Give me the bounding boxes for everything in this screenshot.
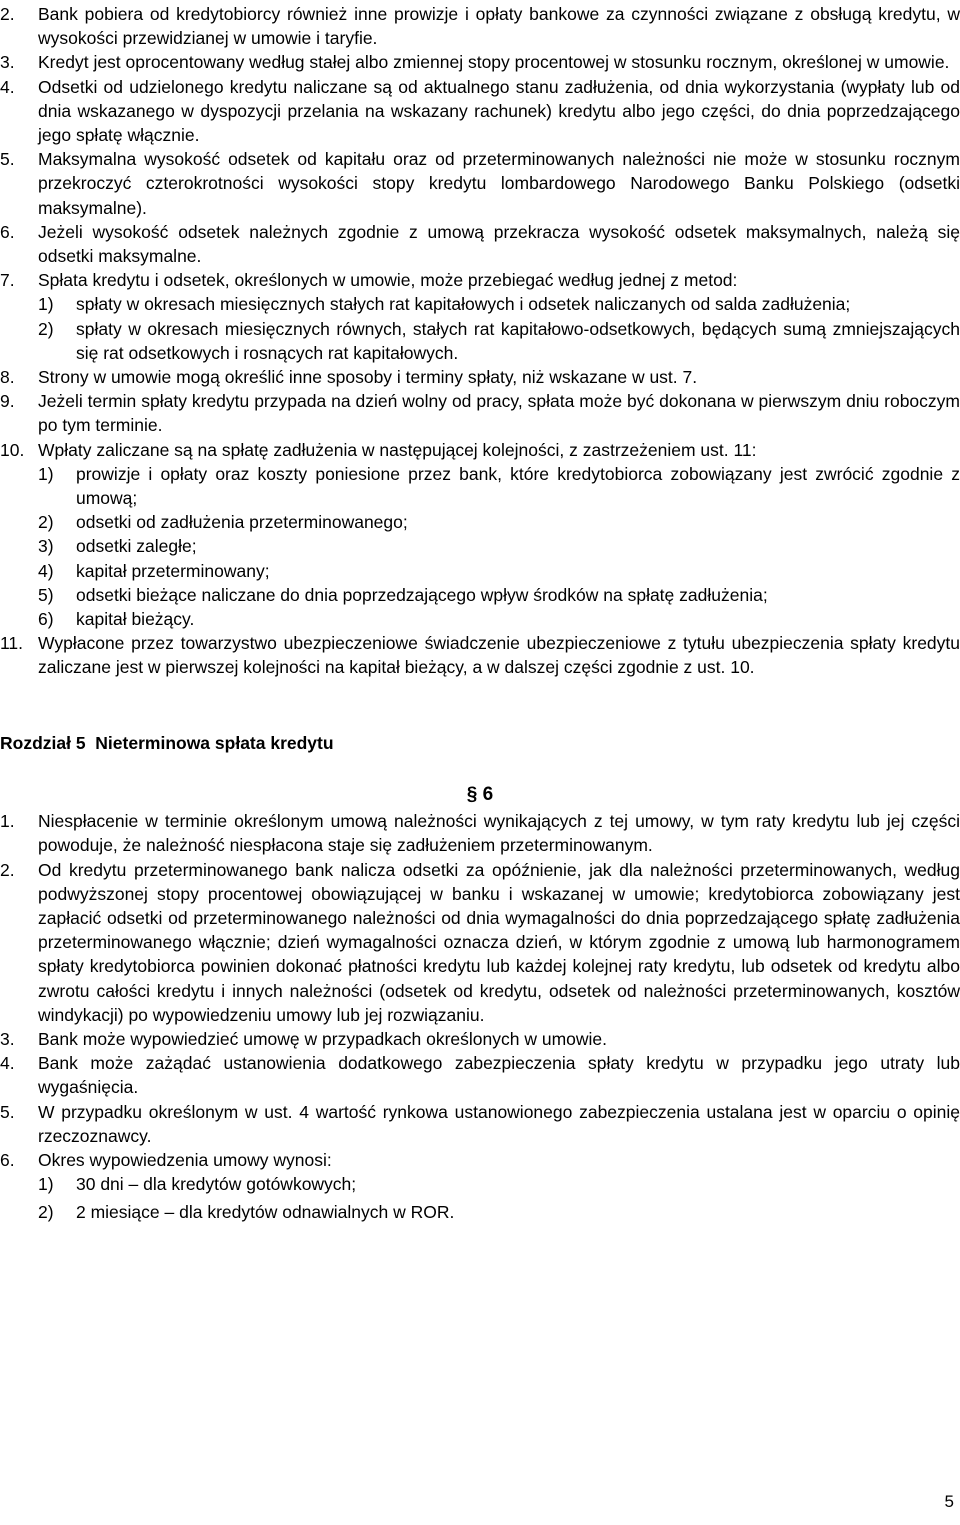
item-text: Bank może wypowiedzieć umowę w przypadkach określonych w umowie.: [38, 1028, 607, 1049]
item-text: Bank może zażądać ustanowienia dodatkowego zabezpieczenia spłaty kredytu w przypadku jego utraty lub wygaśnięcia.: [38, 1053, 960, 1098]
item-text: Jeżeli termin spłaty kredytu przypada na dzień wolny od pracy, spłata może być dokonana w pierwszym dniu roboczym po tym terminie.: [38, 391, 960, 436]
sub-item-number: 2): [38, 1202, 54, 1223]
sub-item: [38, 607, 960, 631]
sub-item: [38, 583, 960, 607]
sub-item-text: kapitał bieżący.: [76, 609, 195, 630]
chapter-title: Rozdział 5 Nieterminowa spłata kredytu: [0, 732, 334, 753]
item-text: Okres wypowiedzenia umowy wynosi:: [38, 1149, 332, 1170]
sub-item-text: 2 miesiące – dla kredytów odnawialnych w ROR.: [76, 1202, 455, 1223]
item-text: Strony w umowie mogą określić inne sposoby i terminy spłaty, niż wskazane w ust. 7.: [38, 367, 698, 388]
paragraph-item: [0, 389, 960, 437]
paragraph-item: [0, 1027, 960, 1051]
paragraph-item: [0, 1148, 960, 1172]
sub-item: [38, 1200, 960, 1224]
sub-item: [38, 292, 960, 316]
item-text: Kredyt jest oprocentowany według stałej albo zmiennej stopy procentowej w stosunku rocznym, określonej w umowie.: [38, 52, 950, 73]
item-number: 11.: [0, 633, 24, 654]
item-number: 3.: [0, 52, 15, 73]
paragraph-item: [0, 365, 960, 389]
item-text: Wpłaty zaliczane są na spłatę zadłużenia w następującej kolejności, z zastrzeżeniem ust. 11:: [38, 439, 757, 460]
item-text: Bank pobiera od kredytobiorcy również inne prowizje i opłaty bankowe za czynności związane z obsługą kredytu, w wysokości przewidzianej w umowie i taryfie.: [38, 4, 960, 49]
item-number: 2.: [0, 859, 15, 880]
sub-item-number: 1): [38, 463, 54, 484]
paragraph-item: [0, 268, 960, 292]
sub-item: [38, 559, 960, 583]
item-number: 6.: [0, 221, 15, 242]
section-number: 6: [482, 783, 494, 805]
sub-item-number: 2): [38, 318, 54, 339]
item-text: Od kredytu przeterminowanego bank nalicza odsetki za opóźnienie, jak dla należności przeterminowanych, według podwyższonej stopy procentowej obowiązującej w banku i wskazanej w umowie; kredytobiorca zobowiązany jest zapłacić odsetki od przeterminowanego należności od dnia wymagalności do dnia poprzedzającego spłatę zadłużenia przeterminowanego włącznie; dzień wymagalności oznacza dzień, w którym zgodnie z umową lub harmonogramem spłaty kredytobiorca powinien dokonać płatności kredytu lub każdej kolejnej raty kredytu, lub odsetek od kredytu albo zwrotu całości kredytu i innych należności (odsetek od kredytu, odsetek od należności przeterminowanych, kosztów windykacji) po wypowiedzeniu umowy lub jej rozwiązaniu.: [38, 859, 960, 1025]
section-paragraphs-part2: [0, 809, 960, 1224]
sub-item-text: 30 dni – dla kredytów gotówkowych;: [76, 1174, 357, 1195]
sub-item-text: odsetki zaległe;: [76, 536, 197, 557]
paragraph-item: [0, 631, 960, 679]
section-heading: [0, 783, 960, 807]
item-number: 5.: [0, 1101, 15, 1122]
item-number: 2.: [0, 4, 15, 24]
sub-item-text: spłaty w okresach miesięcznych równych, stałych rat kapitałowo-odsetkowych, będących sumą zmniejszających się rat odsetkowych i rosnących rat kapitałowych.: [76, 318, 960, 363]
sub-item: [38, 1172, 960, 1196]
paragraph-item: [0, 858, 960, 1027]
paragraph-item: [0, 2, 960, 50]
paragraph-item: [0, 147, 960, 220]
sub-item: [38, 534, 960, 558]
sub-item-text: odsetki od zadłużenia przeterminowanego;: [76, 512, 408, 533]
sub-item: [38, 317, 960, 365]
paragraph-item: [0, 1051, 960, 1099]
paragraph-item: [0, 75, 960, 148]
document-content: [0, 2, 960, 1225]
sub-item-text: odsetki bieżące naliczane do dnia poprzedzającego wpływ środków na spłatę zadłużenia;: [76, 584, 768, 605]
sub-item-number: 6): [38, 609, 54, 630]
item-number: 6.: [0, 1149, 15, 1170]
sub-item-number: 4): [38, 560, 54, 581]
sub-item: [38, 510, 960, 534]
item-text: Niespłacenie w terminie określonym umową należności wynikających z tej umowy, w tym raty kredytu lub jej części powoduje, że należność niespłacona staje się zadłużeniem przeterminowanym.: [38, 811, 960, 856]
item-number: 9.: [0, 391, 15, 412]
item-number: 4.: [0, 76, 15, 97]
item-text: Maksymalna wysokość odsetek od kapitału oraz od przeterminowanych należności nie może w stosunku rocznym przekroczyć czterokrotności wysokości stopy kredytu lombardowego Narodowego Banku Polskiego (odsetki maksymalne).: [38, 149, 960, 218]
paragraph-item: [0, 50, 960, 74]
item-text: Wypłacone przez towarzystwo ubezpieczeniowe świadczenie ubezpieczeniowe z tytułu ubezpieczenia spłaty kredytu zaliczane jest w pierwszej kolejności na kapitał bieżący, a w dalszej części zgodnie z ust. 10.: [38, 633, 960, 678]
item-text: Jeżeli wysokość odsetek należnych zgodnie z umową przekracza wysokość odsetek maksymalnych, należą się odsetki maksymalne.: [38, 221, 960, 267]
sub-item-text: spłaty w okresach miesięcznych stałych rat kapitałowych i odsetek naliczanych od salda zadłużenia;: [76, 294, 851, 315]
item-number: 4.: [0, 1053, 15, 1074]
item-text: Odsetki od udzielonego kredytu naliczane są od aktualnego stanu zadłużenia, od dnia wykorzystania (wypłaty lub od dnia wskazanego w dyspozycji przelania na wskazany rachunek) kredytu albo jego części, do dnia poprzedzającego jego spłatę włącznie.: [38, 76, 960, 146]
sub-item-number: 5): [38, 584, 54, 605]
sub-item-number: 1): [38, 1174, 54, 1195]
item-text: W przypadku określonym w ust. 4 wartość rynkowa ustanowionego zabezpieczenia ustalana jest w oparciu o opinię rzeczoznawcy.: [38, 1101, 960, 1146]
item-number: 5.: [0, 149, 15, 170]
paragraph-item: [0, 809, 960, 857]
item-number: 1.: [0, 811, 15, 832]
sub-item-number: 3): [38, 536, 54, 557]
item-number: 8.: [0, 367, 15, 388]
item-text: Spłata kredytu i odsetek, określonych w umowie, może przebiegać według jednej z metod:: [38, 270, 738, 291]
paragraph-item: [0, 438, 960, 462]
page-number: 5: [944, 1492, 954, 1511]
item-number: 3.: [0, 1028, 15, 1049]
paragraph-item: [0, 1100, 960, 1148]
section-sign: §: [466, 783, 478, 805]
sub-item-text: kapitał przeterminowany;: [76, 560, 270, 581]
section-paragraphs-part1: [0, 2, 960, 680]
sub-item-text: prowizje i opłaty oraz koszty poniesione przez bank, które kredytobiorca zobowiązany jest zwrócić zgodnie z umową;: [76, 463, 960, 509]
item-number: 7.: [0, 270, 15, 291]
item-number: 10.: [0, 439, 25, 460]
sub-item-number: 2): [38, 512, 54, 533]
sub-item-number: 1): [38, 294, 54, 315]
paragraph-item: [0, 220, 960, 268]
sub-item: [38, 462, 960, 510]
